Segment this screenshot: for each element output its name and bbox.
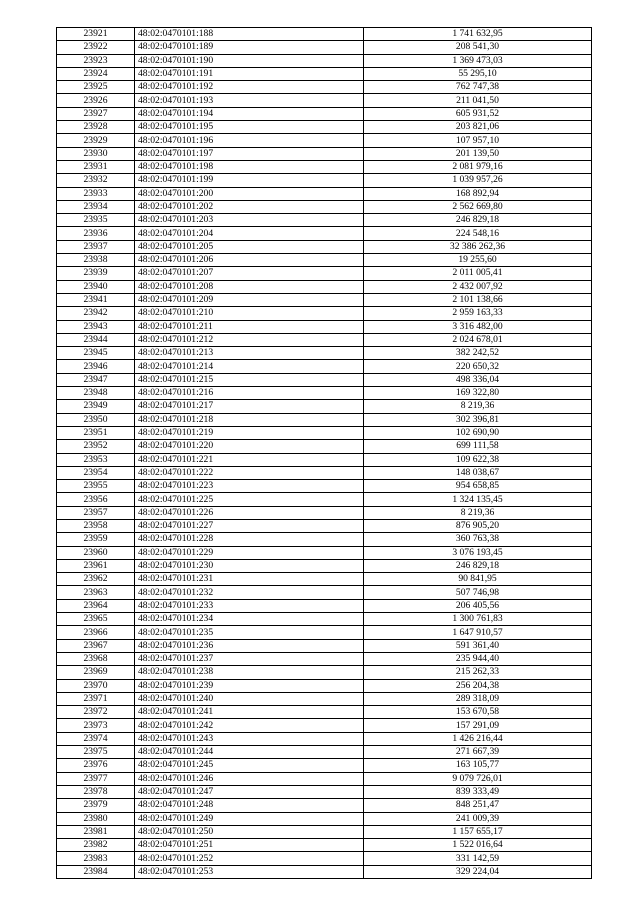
cadastral-number-cell: 48:02:0470101:237 bbox=[135, 652, 364, 665]
cadastral-number-cell: 48:02:0470101:245 bbox=[135, 759, 364, 772]
row-number-cell: 23923 bbox=[57, 54, 135, 67]
cadastral-number-cell: 48:02:0470101:220 bbox=[135, 440, 364, 453]
table-row bbox=[57, 613, 592, 626]
cadastral-number-cell: 48:02:0470101:214 bbox=[135, 360, 364, 373]
cadastral-number-cell: 48:02:0470101:229 bbox=[135, 546, 364, 559]
cadastral-number-cell: 48:02:0470101:246 bbox=[135, 772, 364, 785]
row-number-cell: 23974 bbox=[57, 732, 135, 745]
row-number-cell: 23960 bbox=[57, 546, 135, 559]
table-row bbox=[57, 825, 592, 838]
row-number-cell: 23938 bbox=[57, 254, 135, 267]
row-number-cell: 23922 bbox=[57, 41, 135, 54]
table-row bbox=[57, 81, 592, 94]
cadastral-value-cell: 1 300 761,83 bbox=[364, 613, 592, 626]
row-number-cell: 23954 bbox=[57, 466, 135, 479]
cadastral-value-cell: 90 841,95 bbox=[364, 573, 592, 586]
cadastral-number-cell: 48:02:0470101:215 bbox=[135, 373, 364, 386]
table-row bbox=[57, 107, 592, 120]
cadastral-value-cell: 215 262,33 bbox=[364, 666, 592, 679]
cadastral-value-cell: 591 361,40 bbox=[364, 639, 592, 652]
cadastral-number-cell: 48:02:0470101:207 bbox=[135, 267, 364, 280]
row-number-cell: 23947 bbox=[57, 373, 135, 386]
row-number-cell: 23961 bbox=[57, 559, 135, 572]
row-number-cell: 23927 bbox=[57, 107, 135, 120]
row-number-cell: 23932 bbox=[57, 174, 135, 187]
cadastral-value-cell: 289 318,09 bbox=[364, 692, 592, 705]
row-number-cell: 23952 bbox=[57, 440, 135, 453]
row-number-cell: 23921 bbox=[57, 28, 135, 41]
cadastral-value-cell: 954 658,85 bbox=[364, 480, 592, 493]
cadastral-number-cell: 48:02:0470101:250 bbox=[135, 825, 364, 838]
cadastral-value-cell: 241 009,39 bbox=[364, 812, 592, 825]
row-number-cell: 23933 bbox=[57, 187, 135, 200]
row-number-cell: 23957 bbox=[57, 506, 135, 519]
row-number-cell: 23967 bbox=[57, 639, 135, 652]
row-number-cell: 23946 bbox=[57, 360, 135, 373]
row-number-cell: 23977 bbox=[57, 772, 135, 785]
cadastral-number-cell: 48:02:0470101:251 bbox=[135, 839, 364, 852]
cadastral-number-cell: 48:02:0470101:206 bbox=[135, 254, 364, 267]
row-number-cell: 23958 bbox=[57, 519, 135, 532]
cadastral-number-cell: 48:02:0470101:197 bbox=[135, 147, 364, 160]
row-number-cell: 23980 bbox=[57, 812, 135, 825]
table-row bbox=[57, 732, 592, 745]
row-number-cell: 23935 bbox=[57, 214, 135, 227]
cadastral-value-cell: 168 892,94 bbox=[364, 187, 592, 200]
row-number-cell: 23937 bbox=[57, 240, 135, 253]
row-number-cell: 23949 bbox=[57, 400, 135, 413]
table-row bbox=[57, 360, 592, 373]
cadastral-value-cell: 224 548,16 bbox=[364, 227, 592, 240]
table-row bbox=[57, 506, 592, 519]
row-number-cell: 23955 bbox=[57, 480, 135, 493]
row-number-cell: 23971 bbox=[57, 692, 135, 705]
row-number-cell: 23979 bbox=[57, 799, 135, 812]
cadastral-number-cell: 48:02:0470101:247 bbox=[135, 785, 364, 798]
row-number-cell: 23948 bbox=[57, 387, 135, 400]
table-row bbox=[57, 54, 592, 67]
row-number-cell: 23963 bbox=[57, 586, 135, 599]
row-number-cell: 23931 bbox=[57, 160, 135, 173]
row-number-cell: 23964 bbox=[57, 599, 135, 612]
cadastral-number-cell: 48:02:0470101:202 bbox=[135, 200, 364, 213]
cadastral-value-cell: 2 024 678,01 bbox=[364, 333, 592, 346]
table-row bbox=[57, 214, 592, 227]
row-number-cell: 23950 bbox=[57, 413, 135, 426]
row-number-cell: 23942 bbox=[57, 307, 135, 320]
cadastral-number-cell: 48:02:0470101:210 bbox=[135, 307, 364, 320]
cadastral-number-cell: 48:02:0470101:203 bbox=[135, 214, 364, 227]
table-row bbox=[57, 559, 592, 572]
cadastral-number-cell: 48:02:0470101:216 bbox=[135, 387, 364, 400]
row-number-cell: 23972 bbox=[57, 706, 135, 719]
table-row bbox=[57, 839, 592, 852]
cadastral-value-cell: 3 076 193,45 bbox=[364, 546, 592, 559]
cadastral-value-cell: 157 291,09 bbox=[364, 719, 592, 732]
cadastral-value-cell: 1 426 216,44 bbox=[364, 732, 592, 745]
cadastral-number-cell: 48:02:0470101:222 bbox=[135, 466, 364, 479]
table-row bbox=[57, 320, 592, 333]
cadastral-value-cell: 163 105,77 bbox=[364, 759, 592, 772]
table-row bbox=[57, 666, 592, 679]
cadastral-number-cell: 48:02:0470101:248 bbox=[135, 799, 364, 812]
cadastral-value-cell: 246 829,18 bbox=[364, 559, 592, 572]
cadastral-value-cell: 507 746,98 bbox=[364, 586, 592, 599]
cadastral-value-cell: 55 295,10 bbox=[364, 67, 592, 80]
table-row bbox=[57, 121, 592, 134]
cadastral-number-cell: 48:02:0470101:213 bbox=[135, 347, 364, 360]
cadastral-number-cell: 48:02:0470101:228 bbox=[135, 533, 364, 546]
row-number-cell: 23984 bbox=[57, 865, 135, 878]
table-row bbox=[57, 706, 592, 719]
table-row bbox=[57, 400, 592, 413]
cadastral-value-cell: 206 405,56 bbox=[364, 599, 592, 612]
table-row bbox=[57, 413, 592, 426]
cadastral-value-cell: 329 224,04 bbox=[364, 865, 592, 878]
row-number-cell: 23982 bbox=[57, 839, 135, 852]
table-row bbox=[57, 812, 592, 825]
cadastral-value-cell: 8 219,36 bbox=[364, 400, 592, 413]
row-number-cell: 23966 bbox=[57, 626, 135, 639]
cadastral-number-cell: 48:02:0470101:236 bbox=[135, 639, 364, 652]
cadastral-number-cell: 48:02:0470101:221 bbox=[135, 453, 364, 466]
table-row bbox=[57, 852, 592, 865]
table-row bbox=[57, 759, 592, 772]
cadastral-value-cell: 1 741 632,95 bbox=[364, 28, 592, 41]
cadastral-value-cell: 302 396,81 bbox=[364, 413, 592, 426]
cadastral-number-cell: 48:02:0470101:199 bbox=[135, 174, 364, 187]
table-row bbox=[57, 519, 592, 532]
table-row bbox=[57, 772, 592, 785]
cadastral-number-cell: 48:02:0470101:211 bbox=[135, 320, 364, 333]
table-row bbox=[57, 134, 592, 147]
cadastral-number-cell: 48:02:0470101:217 bbox=[135, 400, 364, 413]
table-row bbox=[57, 679, 592, 692]
row-number-cell: 23965 bbox=[57, 613, 135, 626]
cadastral-number-cell: 48:02:0470101:194 bbox=[135, 107, 364, 120]
cadastral-value-cell: 109 622,38 bbox=[364, 453, 592, 466]
cadastral-value-cell: 699 111,58 bbox=[364, 440, 592, 453]
row-number-cell: 23941 bbox=[57, 293, 135, 306]
cadastral-value-cell: 2 959 163,33 bbox=[364, 307, 592, 320]
cadastral-number-cell: 48:02:0470101:209 bbox=[135, 293, 364, 306]
row-number-cell: 23924 bbox=[57, 67, 135, 80]
cadastral-value-cell: 1 647 910,57 bbox=[364, 626, 592, 639]
cadastral-value-cell: 107 957,10 bbox=[364, 134, 592, 147]
table-row bbox=[57, 692, 592, 705]
cadastral-number-cell: 48:02:0470101:212 bbox=[135, 333, 364, 346]
cadastral-value-cell: 498 336,04 bbox=[364, 373, 592, 386]
cadastral-value-cell: 208 541,30 bbox=[364, 41, 592, 54]
cadastral-value-cell: 605 931,52 bbox=[364, 107, 592, 120]
table-row bbox=[57, 586, 592, 599]
table-row bbox=[57, 347, 592, 360]
cadastral-number-cell: 48:02:0470101:252 bbox=[135, 852, 364, 865]
table-row bbox=[57, 94, 592, 107]
cadastral-value-cell: 220 650,32 bbox=[364, 360, 592, 373]
table-row bbox=[57, 387, 592, 400]
table-row bbox=[57, 147, 592, 160]
table-row bbox=[57, 573, 592, 586]
cadastral-number-cell: 48:02:0470101:223 bbox=[135, 480, 364, 493]
row-number-cell: 23943 bbox=[57, 320, 135, 333]
table-row bbox=[57, 28, 592, 41]
row-number-cell: 23926 bbox=[57, 94, 135, 107]
table-row bbox=[57, 719, 592, 732]
cadastral-number-cell: 48:02:0470101:205 bbox=[135, 240, 364, 253]
cadastral-value-cell: 2 562 669,80 bbox=[364, 200, 592, 213]
cadastral-value-cell: 102 690,90 bbox=[364, 426, 592, 439]
cadastral-number-cell: 48:02:0470101:193 bbox=[135, 94, 364, 107]
cadastral-number-cell: 48:02:0470101:232 bbox=[135, 586, 364, 599]
cadastral-value-cell: 235 944,40 bbox=[364, 652, 592, 665]
cadastral-value-cell: 1 369 473,03 bbox=[364, 54, 592, 67]
cadastral-value-cell: 271 667,39 bbox=[364, 746, 592, 759]
table-row bbox=[57, 267, 592, 280]
cadastral-value-cell: 2 081 979,16 bbox=[364, 160, 592, 173]
cadastral-value-cell: 148 038,67 bbox=[364, 466, 592, 479]
table-row bbox=[57, 333, 592, 346]
table-row bbox=[57, 174, 592, 187]
cadastral-number-cell: 48:02:0470101:191 bbox=[135, 67, 364, 80]
cadastral-value-cell: 153 670,58 bbox=[364, 706, 592, 719]
row-number-cell: 23962 bbox=[57, 573, 135, 586]
row-number-cell: 23975 bbox=[57, 746, 135, 759]
cadastral-value-cell: 201 139,50 bbox=[364, 147, 592, 160]
table-row bbox=[57, 480, 592, 493]
cadastral-value-cell: 839 333,49 bbox=[364, 785, 592, 798]
row-number-cell: 23956 bbox=[57, 493, 135, 506]
cadastral-number-cell: 48:02:0470101:218 bbox=[135, 413, 364, 426]
row-number-cell: 23929 bbox=[57, 134, 135, 147]
cadastral-value-cell: 331 142,59 bbox=[364, 852, 592, 865]
row-number-cell: 23930 bbox=[57, 147, 135, 160]
table-row bbox=[57, 67, 592, 80]
cadastral-number-cell: 48:02:0470101:225 bbox=[135, 493, 364, 506]
cadastral-number-cell: 48:02:0470101:230 bbox=[135, 559, 364, 572]
cadastral-number-cell: 48:02:0470101:196 bbox=[135, 134, 364, 147]
table-row bbox=[57, 785, 592, 798]
table-row bbox=[57, 307, 592, 320]
cadastral-number-cell: 48:02:0470101:239 bbox=[135, 679, 364, 692]
cadastral-number-cell: 48:02:0470101:188 bbox=[135, 28, 364, 41]
cadastral-value-cell: 169 322,80 bbox=[364, 387, 592, 400]
cadastral-number-cell: 48:02:0470101:234 bbox=[135, 613, 364, 626]
cadastral-value-cell: 876 905,20 bbox=[364, 519, 592, 532]
cadastral-value-cell: 9 079 726,01 bbox=[364, 772, 592, 785]
row-number-cell: 23945 bbox=[57, 347, 135, 360]
cadastral-value-cell: 1 157 655,17 bbox=[364, 825, 592, 838]
table-row bbox=[57, 626, 592, 639]
row-number-cell: 23973 bbox=[57, 719, 135, 732]
cadastral-value-cell: 2 101 138,66 bbox=[364, 293, 592, 306]
cadastral-number-cell: 48:02:0470101:244 bbox=[135, 746, 364, 759]
table-row bbox=[57, 426, 592, 439]
cadastral-value-cell: 32 386 262,36 bbox=[364, 240, 592, 253]
cadastral-number-cell: 48:02:0470101:235 bbox=[135, 626, 364, 639]
table-row bbox=[57, 254, 592, 267]
cadastral-number-cell: 48:02:0470101:190 bbox=[135, 54, 364, 67]
cadastral-number-cell: 48:02:0470101:240 bbox=[135, 692, 364, 705]
cadastral-value-cell: 256 204,38 bbox=[364, 679, 592, 692]
cadastral-value-table bbox=[56, 27, 592, 879]
cadastral-number-cell: 48:02:0470101:208 bbox=[135, 280, 364, 293]
row-number-cell: 23951 bbox=[57, 426, 135, 439]
cadastral-value-cell: 3 316 482,00 bbox=[364, 320, 592, 333]
row-number-cell: 23936 bbox=[57, 227, 135, 240]
cadastral-number-cell: 48:02:0470101:195 bbox=[135, 121, 364, 134]
cadastral-number-cell: 48:02:0470101:219 bbox=[135, 426, 364, 439]
table-row bbox=[57, 373, 592, 386]
table-row bbox=[57, 639, 592, 652]
row-number-cell: 23939 bbox=[57, 267, 135, 280]
cadastral-value-cell: 1 324 135,45 bbox=[364, 493, 592, 506]
row-number-cell: 23976 bbox=[57, 759, 135, 772]
cadastral-number-cell: 48:02:0470101:189 bbox=[135, 41, 364, 54]
cadastral-number-cell: 48:02:0470101:227 bbox=[135, 519, 364, 532]
cadastral-number-cell: 48:02:0470101:253 bbox=[135, 865, 364, 878]
row-number-cell: 23959 bbox=[57, 533, 135, 546]
cadastral-value-cell: 2 011 005,41 bbox=[364, 267, 592, 280]
table-row bbox=[57, 599, 592, 612]
row-number-cell: 23928 bbox=[57, 121, 135, 134]
table-row bbox=[57, 227, 592, 240]
row-number-cell: 23934 bbox=[57, 200, 135, 213]
cadastral-number-cell: 48:02:0470101:242 bbox=[135, 719, 364, 732]
cadastral-value-cell: 8 219,36 bbox=[364, 506, 592, 519]
table-row bbox=[57, 493, 592, 506]
row-number-cell: 23978 bbox=[57, 785, 135, 798]
table-row bbox=[57, 466, 592, 479]
cadastral-number-cell: 48:02:0470101:233 bbox=[135, 599, 364, 612]
table-row bbox=[57, 546, 592, 559]
cadastral-value-cell: 203 821,06 bbox=[364, 121, 592, 134]
row-number-cell: 23983 bbox=[57, 852, 135, 865]
table-row bbox=[57, 799, 592, 812]
cadastral-value-cell: 2 432 007,92 bbox=[364, 280, 592, 293]
row-number-cell: 23944 bbox=[57, 333, 135, 346]
cadastral-value-cell: 1 522 016,64 bbox=[364, 839, 592, 852]
table-body bbox=[57, 28, 592, 879]
table-row bbox=[57, 652, 592, 665]
table-row bbox=[57, 240, 592, 253]
table-row bbox=[57, 533, 592, 546]
table-row bbox=[57, 280, 592, 293]
cadastral-value-cell: 762 747,38 bbox=[364, 81, 592, 94]
row-number-cell: 23925 bbox=[57, 81, 135, 94]
cadastral-number-cell: 48:02:0470101:198 bbox=[135, 160, 364, 173]
row-number-cell: 23981 bbox=[57, 825, 135, 838]
cadastral-number-cell: 48:02:0470101:238 bbox=[135, 666, 364, 679]
table-row bbox=[57, 293, 592, 306]
row-number-cell: 23953 bbox=[57, 453, 135, 466]
cadastral-number-cell: 48:02:0470101:226 bbox=[135, 506, 364, 519]
cadastral-number-cell: 48:02:0470101:241 bbox=[135, 706, 364, 719]
row-number-cell: 23969 bbox=[57, 666, 135, 679]
cadastral-number-cell: 48:02:0470101:192 bbox=[135, 81, 364, 94]
cadastral-value-cell: 382 242,52 bbox=[364, 347, 592, 360]
table-row bbox=[57, 865, 592, 878]
cadastral-number-cell: 48:02:0470101:204 bbox=[135, 227, 364, 240]
cadastral-value-cell: 848 251,47 bbox=[364, 799, 592, 812]
cadastral-number-cell: 48:02:0470101:200 bbox=[135, 187, 364, 200]
table-row bbox=[57, 453, 592, 466]
cadastral-value-cell: 1 039 957,26 bbox=[364, 174, 592, 187]
table-row bbox=[57, 160, 592, 173]
cadastral-value-cell: 360 763,38 bbox=[364, 533, 592, 546]
cadastral-value-cell: 246 829,18 bbox=[364, 214, 592, 227]
table-row bbox=[57, 41, 592, 54]
table-row bbox=[57, 746, 592, 759]
table-row bbox=[57, 200, 592, 213]
row-number-cell: 23970 bbox=[57, 679, 135, 692]
row-number-cell: 23940 bbox=[57, 280, 135, 293]
row-number-cell: 23968 bbox=[57, 652, 135, 665]
cadastral-number-cell: 48:02:0470101:243 bbox=[135, 732, 364, 745]
cadastral-value-cell: 211 041,50 bbox=[364, 94, 592, 107]
cadastral-value-cell: 19 255,60 bbox=[364, 254, 592, 267]
table-row bbox=[57, 440, 592, 453]
table-row bbox=[57, 187, 592, 200]
cadastral-number-cell: 48:02:0470101:231 bbox=[135, 573, 364, 586]
cadastral-number-cell: 48:02:0470101:249 bbox=[135, 812, 364, 825]
